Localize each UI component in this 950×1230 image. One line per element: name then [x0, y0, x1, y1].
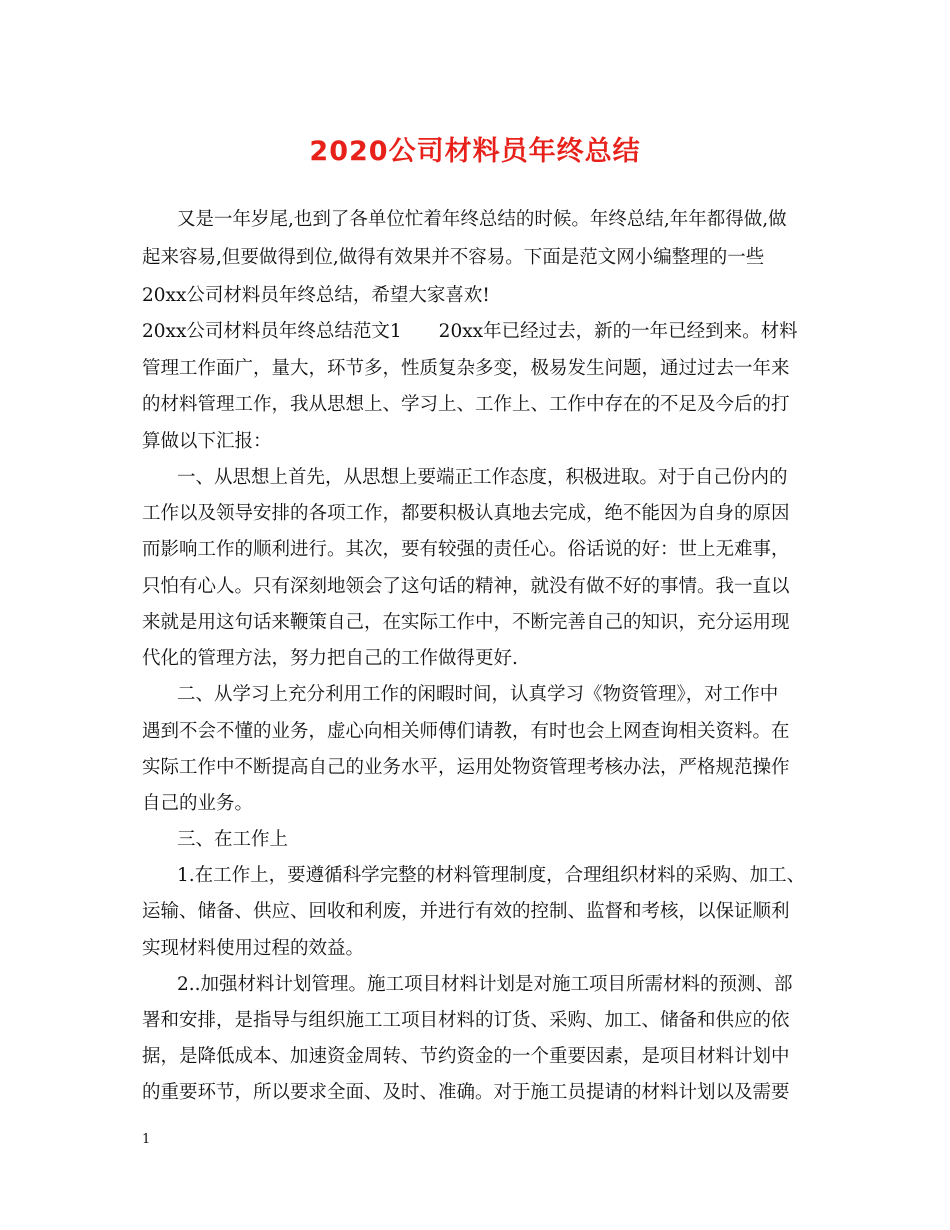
body-line-25: 的重要环节，所以要求全面、及时、准确。对于施工员提请的材料计划以及需要 [142, 1082, 790, 1103]
body-line-17: 自己的业务。 [142, 793, 254, 814]
body-line-9: 工作以及领导安排的各项工作，都要积极认真地去完成，绝不能因为自身的原因 [142, 503, 790, 524]
body-line-3: 20xx公司材料员年终总结，希望大家喜欢! [142, 285, 490, 306]
body-line-16: 实际工作中不断提高自己的业务水平，运用处物资管理考核办法，严格规范操作 [142, 757, 790, 778]
body-line-4: 20xx公司材料员年终总结范文1 20xx年已经过去，新的一年已经到来。材料 [142, 321, 798, 342]
body-line-8: 一、从思想上首先，从思想上要端正工作态度，积极进取。对于自己份内的 [177, 467, 788, 488]
body-line-18: 三、在工作上 [177, 829, 289, 850]
body-line-12: 来就是用这句话来鞭策自己，在实际工作中，不断完善自己的知识，充分运用现 [142, 612, 790, 633]
document-title: 2020公司材料员年终总结 [309, 136, 641, 167]
body-line-23: 署和安排，是指导与组织施工工项目材料的订货、采购、加工、储备和供应的依 [142, 1010, 790, 1031]
body-line-24: 据，是降低成本、加速资金周转、节约资金的一个重要因素，是项目材料计划中 [142, 1046, 790, 1067]
body-line-1: 又是一年岁尾,也到了各单位忙着年终总结的时候。年终总结,年年都得做,做 [177, 209, 787, 230]
body-line-10: 而影响工作的顺利进行。其次，要有较强的责任心。俗话说的好：世上无难事， [142, 539, 790, 560]
body-line-21: 实现材料使用过程的效益。 [142, 938, 365, 959]
body-line-11: 只怕有心人。只有深刻地领会了这句话的精神，就没有做不好的事情。我一直以 [142, 576, 790, 597]
body-line-2: 起来容易,但要做得到位,做得有效果并不容易。下面是范文网小编整理的一些 [142, 247, 765, 268]
body-line-22: 2..加强材料计划管理。施工项目材料计划是对施工项目所需材料的预测、部 [177, 974, 793, 995]
body-line-14: 二、从学习上充分利用工作的闲暇时间，认真学习《物资管理》，对工作中 [177, 684, 779, 705]
page-number: 1 [142, 1132, 151, 1147]
body-line-13: 代化的管理方法，努力把自己的工作做得更好. [142, 648, 518, 669]
body-line-7: 算做以下汇报： [142, 431, 272, 452]
body-line-5: 管理工作面广，量大，环节多，性质复杂多变，极易发生问题，通过过去一年来 [142, 358, 790, 379]
body-line-19: 1.在工作上，要遵循科学完整的材料管理制度，合理组织材料的采购、加工、 [177, 865, 806, 886]
body-line-15: 遇到不会不懂的业务，虚心向相关师傅们请教，有时也会上网查询相关资料。在 [142, 721, 790, 742]
body-line-6: 的材料管理工作，我从思想上、学习上、工作上、工作中存在的不足及今后的打 [142, 394, 790, 415]
body-line-20: 运输、储备、供应、回收和利废，并进行有效的控制、监督和考核，以保证顺利 [142, 901, 790, 922]
